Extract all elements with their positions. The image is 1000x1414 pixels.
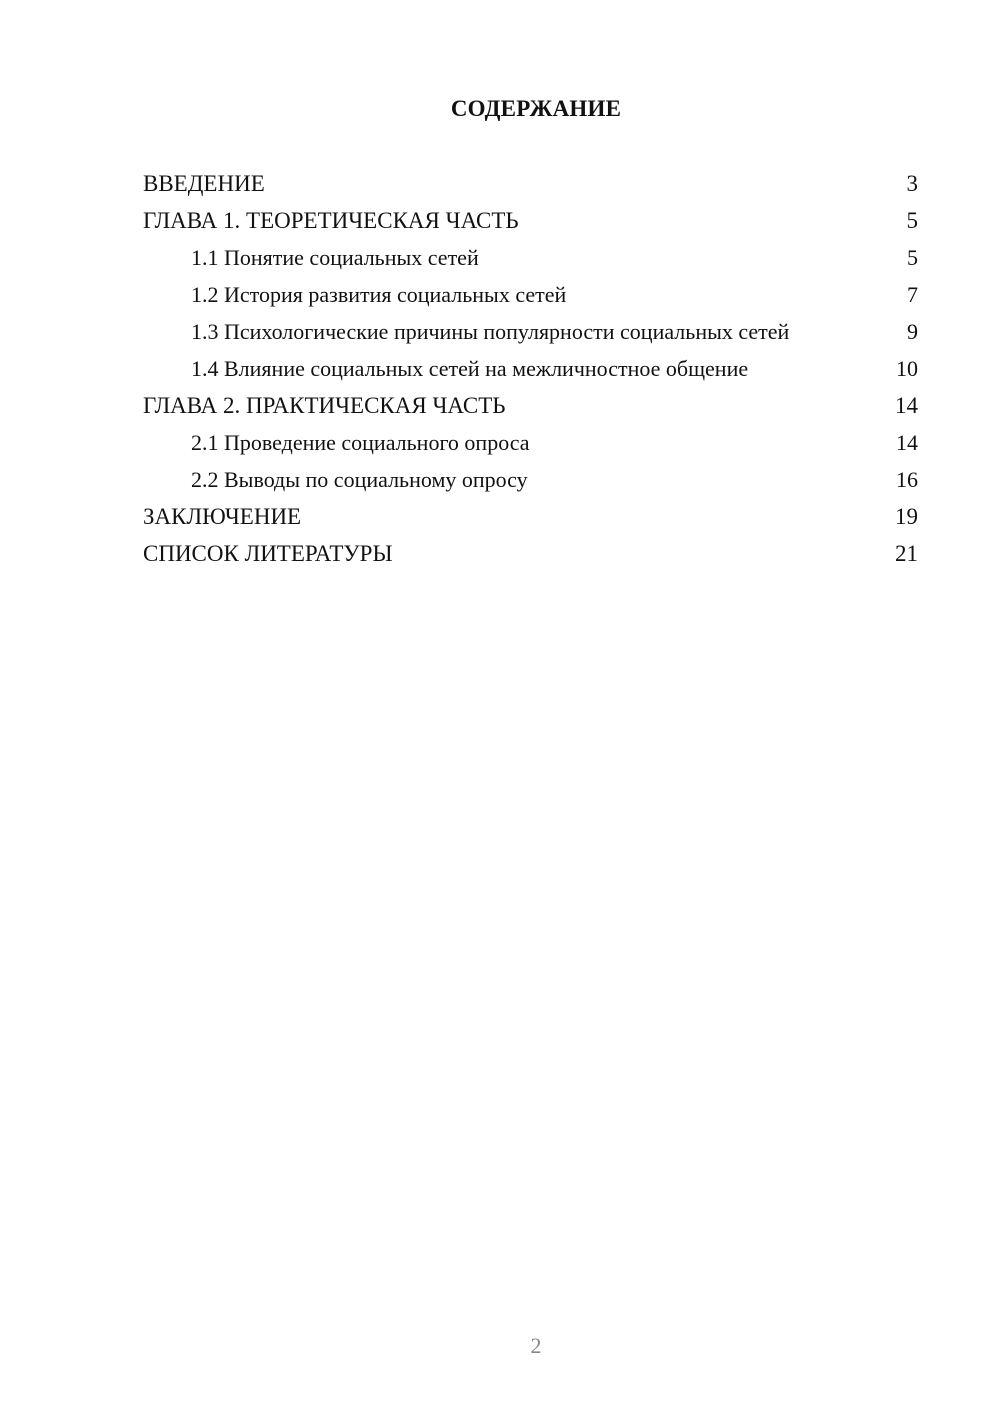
toc-entry-text: ЗАКЛЮЧЕНИЕ [143, 504, 302, 529]
toc-entry-text: ВВЕДЕНИЕ [143, 171, 265, 196]
toc-entry-section-2-2 [143, 466, 918, 493]
toc-entry-chapter-2 [143, 392, 918, 419]
toc-entry-text: 1.2 История развития социальных сетей [191, 282, 567, 307]
toc-entry-text: 1.4 Влияние социальных сетей на межличностное общение [191, 356, 749, 381]
toc-entry-introduction [143, 170, 918, 197]
toc-entry-section-1-4 [143, 355, 918, 382]
toc-entry-text: 1.1 Понятие социальных сетей [191, 245, 479, 270]
page-number: 2 [530, 1333, 542, 1358]
toc-entry-page: 21 [895, 541, 918, 566]
toc-entry-text: ГЛАВА 1. ТЕОРЕТИЧЕСКАЯ ЧАСТЬ [143, 208, 519, 233]
toc-entry-conclusion [143, 503, 918, 530]
toc-entry-text: СПИСОК ЛИТЕРАТУРЫ [143, 541, 393, 566]
toc-title: СОДЕРЖАНИЕ [450, 96, 622, 121]
toc-entry-page: 3 [906, 171, 918, 196]
toc-entry-page: 14 [896, 430, 918, 455]
toc-entry-page: 10 [896, 356, 918, 381]
toc-entry-page: 9 [907, 319, 918, 344]
toc-entry-page: 19 [895, 504, 918, 529]
toc-entry-page: 14 [895, 393, 918, 418]
toc-entry-section-2-1 [143, 429, 918, 456]
toc-entry-page: 5 [907, 245, 918, 270]
toc-entry-section-1-1 [143, 244, 918, 271]
toc-entry-text: ГЛАВА 2. ПРАКТИЧЕСКАЯ ЧАСТЬ [143, 393, 506, 418]
toc-entry-text: 2.1 Проведение социального опроса [191, 430, 530, 455]
toc-entry-page: 5 [906, 208, 918, 233]
toc-entry-chapter-1 [143, 207, 918, 234]
toc-entry-text: 2.2 Выводы по социальному опросу [191, 467, 528, 492]
toc-entry-page: 7 [907, 282, 918, 307]
table-of-contents [143, 170, 918, 577]
toc-entry-page: 16 [896, 467, 918, 492]
toc-entry-section-1-2 [143, 281, 918, 308]
toc-entry-text: 1.3 Психологические причины популярности социальных сетей [191, 319, 790, 344]
toc-entry-section-1-3 [143, 318, 918, 345]
toc-entry-bibliography [143, 540, 918, 567]
